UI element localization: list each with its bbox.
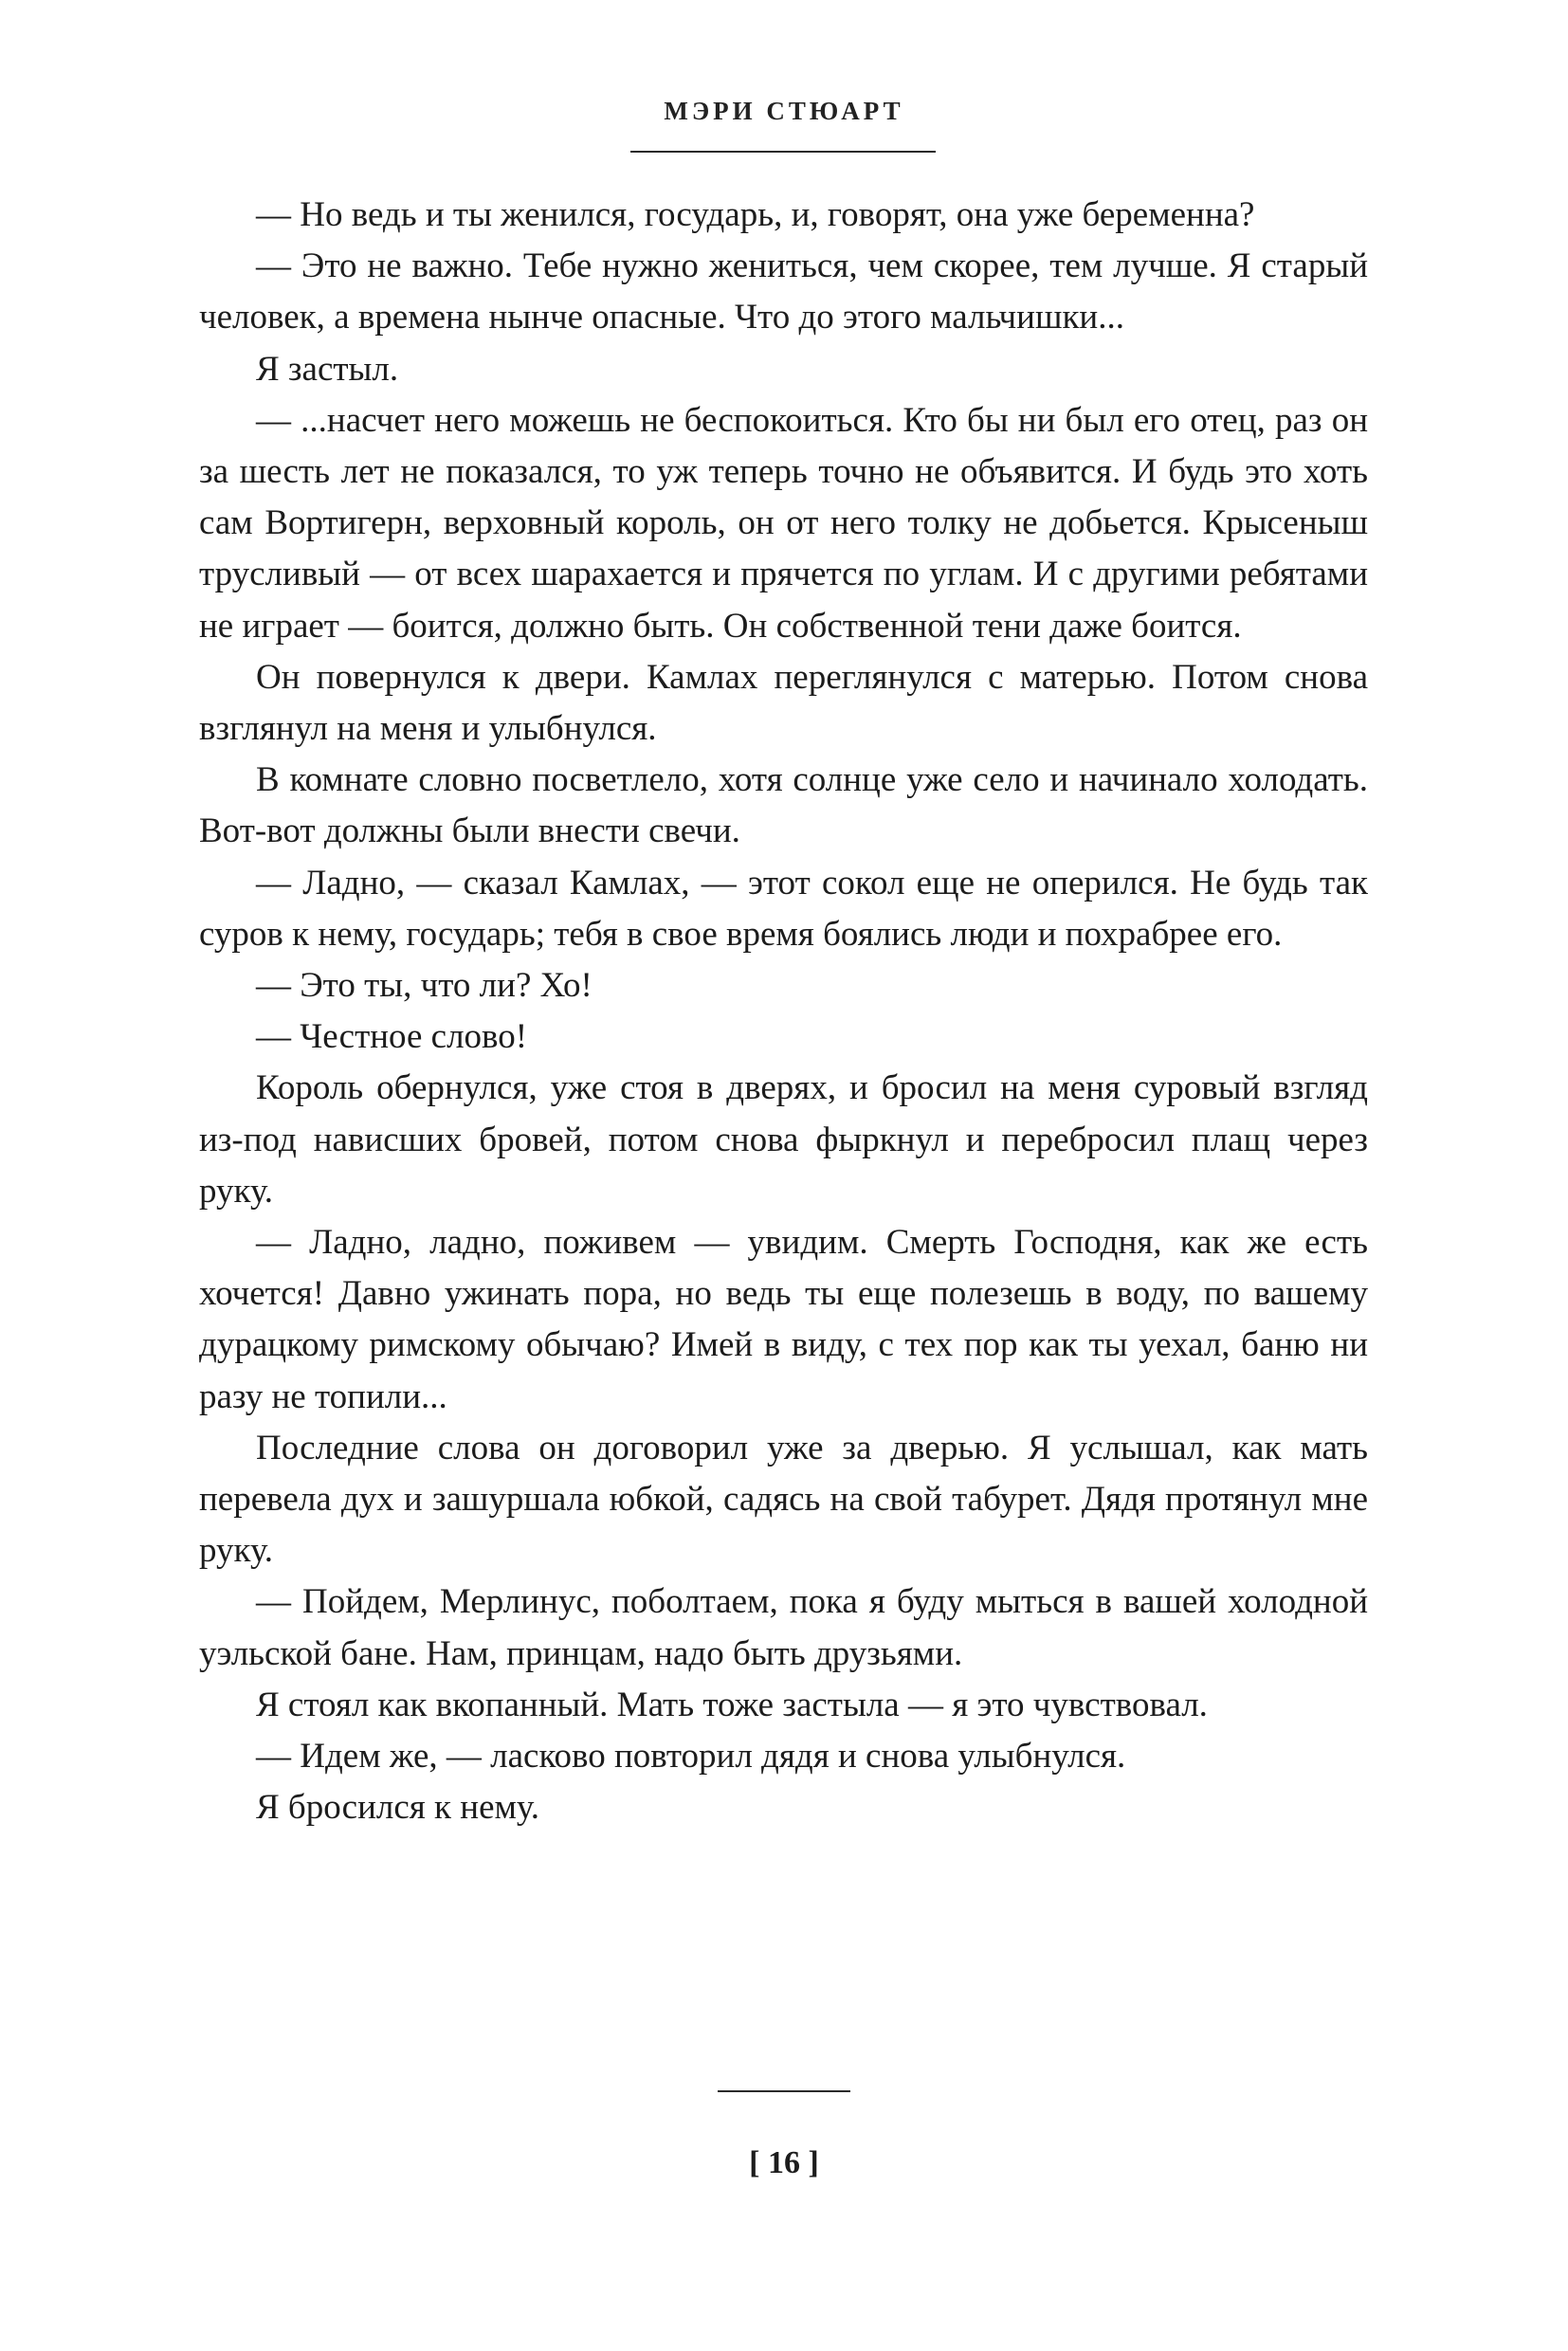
page-number: [ 16 ] xyxy=(749,2145,819,2180)
paragraph: — Идем же, — ласково повторил дядя и снова улыбнулся. xyxy=(256,1737,1126,1777)
paragraph: — Ладно, ладно, поживем — увидим. Смерть Господня, как же есть хочется! Давно ужинать пора, но ведь ты еще полезешь в воду, по вашему дурацкому римскому обычаю? Имей в виду, с тех пор как ты уехал, баню ни разу не топили... xyxy=(199,1223,1368,1416)
header-rule xyxy=(630,151,936,153)
paragraph: — Это ты, что ли? Хо! xyxy=(256,966,593,1006)
paragraph: В комнате словно посветлело, хотя солнце уже село и начинало холодать. Вот-вот должны были внести свечи. xyxy=(199,760,1368,851)
paragraph: — Но ведь и ты женился, государь, и, говорят, она уже беременна? xyxy=(256,195,1255,234)
running-title: МЭРИ СТЮАРТ xyxy=(664,97,904,125)
paragraph: Я бросился к нему. xyxy=(256,1788,539,1828)
paragraph: — Пойдем, Мерлинус, поболтаем, пока я буду мыться в вашей холодной уэльской бане. Нам, принцам, надо быть друзьями. xyxy=(199,1582,1368,1673)
paragraph: Король обернулся, уже стоя в дверях, и бросил на меня суровый взгляд из-под нависших бровей, потом снова фыркнул и перебросил плащ через руку. xyxy=(199,1068,1368,1211)
paragraph: Он повернулся к двери. Камлах переглянулся с матерью. Потом снова взглянул на меня и улыбнулся. xyxy=(199,657,1368,749)
paragraph: — Честное слово! xyxy=(256,1017,528,1057)
footer-rule xyxy=(718,2090,850,2092)
paragraph: — ...насчет него можешь не беспокоиться. Кто бы ни был его отец, раз он за шесть лет не показался, то уж теперь точно не объявится. И будь это хоть сам Вортигерн, верховный король, он от него толку не добьется. Крысеныш трусливый — от всех шарахается и прячется по углам. И с другими ребятами не играет — боится, должно быть. Он собственной тени даже боится. xyxy=(199,400,1368,646)
paragraph: Я застыл. xyxy=(256,349,399,389)
paragraph: — Ладно, — сказал Камлах, — этот сокол еще не оперился. Не будь так суров к нему, государь; тебя в свое время боялись люди и похрабрее его. xyxy=(199,863,1368,954)
body-text xyxy=(199,190,1368,1834)
paragraph: Я стоял как вкопанный. Мать тоже застыла — я это чувствовал. xyxy=(256,1685,1208,1724)
paragraph: — Это не важно. Тебе нужно жениться, чем скорее, тем лучше. Я старый человек, а времена нынче опасные. Что до этого мальчишки... xyxy=(199,246,1368,337)
paragraph: Последние слова он договорил уже за дверью. Я услышал, как мать перевела дух и зашуршала юбкой, садясь на свой табурет. Дядя протянул мне руку. xyxy=(199,1428,1368,1571)
